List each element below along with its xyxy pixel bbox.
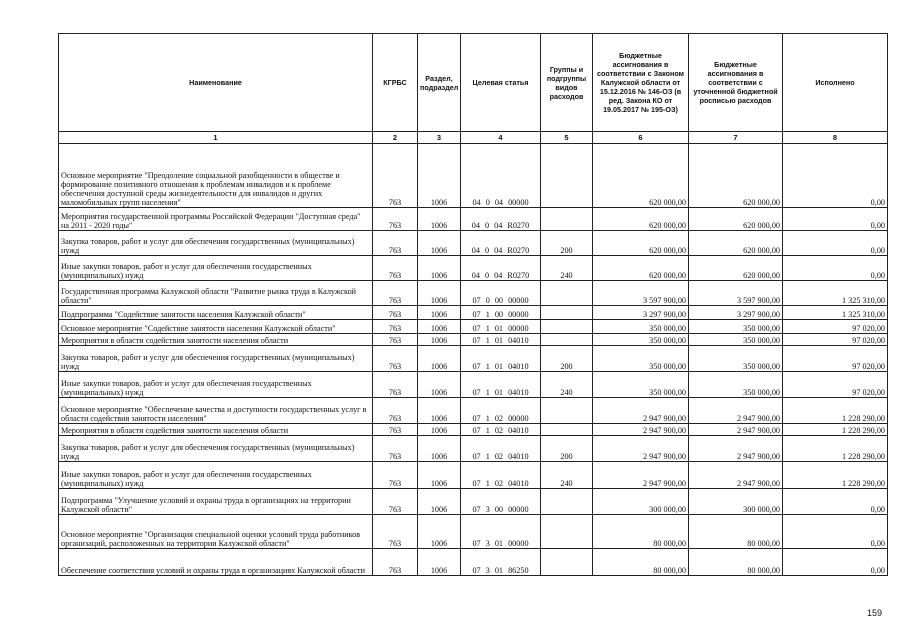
row-budget-law: 350 000,00 <box>593 346 689 372</box>
row-name: Подпрограмма "Содействие занятости населения Калужской области" <box>59 306 373 320</box>
row-budget-refined: 620 000,00 <box>689 256 783 281</box>
row-executed: 0,00 <box>783 256 888 281</box>
row-expense-group <box>541 398 593 424</box>
row-name: Иные закупки товаров, работ и услуг для обеспечения государственных (муниципальных) нужд <box>59 462 373 489</box>
table-row <box>59 372 888 398</box>
row-section: 1006 <box>418 424 461 436</box>
table-row <box>59 436 888 462</box>
table-row <box>59 281 888 306</box>
row-target-article: 07 1 02 00000 <box>461 398 541 424</box>
row-executed: 1 228 290,00 <box>783 398 888 424</box>
row-budget-refined: 300 000,00 <box>689 489 783 515</box>
row-budget-refined: 350 000,00 <box>689 334 783 346</box>
header-target-article: Целевая статья <box>461 34 541 132</box>
budget-table <box>58 33 888 576</box>
table-row <box>59 231 888 256</box>
row-budget-law: 350 000,00 <box>593 334 689 346</box>
row-executed: 1 325 310,00 <box>783 281 888 306</box>
row-budget-refined: 2 947 900,00 <box>689 398 783 424</box>
row-name: Обеспечение соответствия условий и охраны труда в организациях Калужской области <box>59 549 373 576</box>
column-number-row <box>59 132 888 144</box>
row-section: 1006 <box>418 346 461 372</box>
row-budget-refined: 2 947 900,00 <box>689 436 783 462</box>
table-row <box>59 424 888 436</box>
row-budget-law: 620 000,00 <box>593 231 689 256</box>
row-kgrbs: 763 <box>373 281 418 306</box>
row-kgrbs: 763 <box>373 372 418 398</box>
table-row <box>59 549 888 576</box>
row-target-article: 04 0 04 R0270 <box>461 231 541 256</box>
row-executed: 1 228 290,00 <box>783 436 888 462</box>
row-name: Основное мероприятие "Обеспечение качества и доступности государственных услуг в области содействия занятости населения" <box>59 398 373 424</box>
row-expense-group <box>541 515 593 549</box>
table-row <box>59 346 888 372</box>
row-budget-refined: 350 000,00 <box>689 346 783 372</box>
row-budget-law: 620 000,00 <box>593 144 689 208</box>
row-kgrbs: 763 <box>373 320 418 334</box>
row-executed: 1 228 290,00 <box>783 424 888 436</box>
row-expense-group: 200 <box>541 346 593 372</box>
row-section: 1006 <box>418 256 461 281</box>
row-executed: 1 325 310,00 <box>783 306 888 320</box>
row-executed: 97 020,00 <box>783 346 888 372</box>
table-row <box>59 256 888 281</box>
row-expense-group <box>541 306 593 320</box>
row-section: 1006 <box>418 398 461 424</box>
row-target-article: 07 1 02 04010 <box>461 424 541 436</box>
header-budget-law: Бюджетные ассигнования в соответствии с Законом Калужской области от 15.12.2016 № 146-ОЗ (в ред. Закона КО от 19.05.2017 № 195-ОЗ) <box>593 34 689 132</box>
row-name: Закупка товаров, работ и услуг для обеспечения государственных (муниципальных) нужд <box>59 436 373 462</box>
table-row <box>59 144 888 208</box>
column-number: 5 <box>541 132 593 144</box>
header-executed: Исполнено <box>783 34 888 132</box>
row-expense-group <box>541 424 593 436</box>
row-target-article: 07 1 02 04010 <box>461 462 541 489</box>
row-expense-group <box>541 208 593 231</box>
column-number: 6 <box>593 132 689 144</box>
row-kgrbs: 763 <box>373 462 418 489</box>
row-target-article: 04 0 04 00000 <box>461 144 541 208</box>
row-budget-refined: 620 000,00 <box>689 208 783 231</box>
row-target-article: 07 1 01 00000 <box>461 320 541 334</box>
row-budget-refined: 2 947 900,00 <box>689 462 783 489</box>
row-kgrbs: 763 <box>373 436 418 462</box>
row-kgrbs: 763 <box>373 489 418 515</box>
row-kgrbs: 763 <box>373 208 418 231</box>
row-target-article: 07 1 01 04010 <box>461 346 541 372</box>
page-number: 159 <box>867 608 883 618</box>
row-target-article: 07 1 01 04010 <box>461 372 541 398</box>
row-section: 1006 <box>418 489 461 515</box>
row-expense-group <box>541 281 593 306</box>
row-executed: 97 020,00 <box>783 334 888 346</box>
header-expense-group: Группы и подгруппы видов расходов <box>541 34 593 132</box>
row-kgrbs: 763 <box>373 231 418 256</box>
row-executed: 0,00 <box>783 144 888 208</box>
row-budget-law: 2 947 900,00 <box>593 462 689 489</box>
row-name: Иные закупки товаров, работ и услуг для обеспечения государственных (муниципальных) нужд <box>59 256 373 281</box>
row-name: Подпрограмма "Улучшение условий и охраны труда в организациях на территории Калужской области" <box>59 489 373 515</box>
table-row <box>59 515 888 549</box>
row-section: 1006 <box>418 306 461 320</box>
row-executed: 97 020,00 <box>783 320 888 334</box>
row-budget-refined: 350 000,00 <box>689 372 783 398</box>
row-executed: 0,00 <box>783 231 888 256</box>
row-section: 1006 <box>418 334 461 346</box>
row-kgrbs: 763 <box>373 306 418 320</box>
row-budget-law: 2 947 900,00 <box>593 398 689 424</box>
table-row <box>59 334 888 346</box>
row-budget-law: 620 000,00 <box>593 208 689 231</box>
row-expense-group: 240 <box>541 372 593 398</box>
header-budget-refined: Бюджетные ассигнования в соответствии с уточненной бюджетной росписью расходов <box>689 34 783 132</box>
row-budget-law: 350 000,00 <box>593 320 689 334</box>
table-body <box>59 144 888 576</box>
row-executed: 0,00 <box>783 549 888 576</box>
row-budget-law: 350 000,00 <box>593 372 689 398</box>
row-section: 1006 <box>418 208 461 231</box>
row-budget-law: 2 947 900,00 <box>593 424 689 436</box>
row-section: 1006 <box>418 281 461 306</box>
row-target-article: 07 1 02 04010 <box>461 436 541 462</box>
row-budget-law: 3 297 900,00 <box>593 306 689 320</box>
row-budget-law: 3 597 900,00 <box>593 281 689 306</box>
row-section: 1006 <box>418 462 461 489</box>
row-executed: 0,00 <box>783 515 888 549</box>
row-name: Основное мероприятие "Преодоление социальной разобщенности в обществе и формирование позитивного отношения к проблемам инвалидов и к проблеме обеспечения доступной среды жизнедеятельности для инвалидов и других маломобильных групп населения" <box>59 144 373 208</box>
row-budget-refined: 3 597 900,00 <box>689 281 783 306</box>
row-expense-group: 240 <box>541 256 593 281</box>
row-section: 1006 <box>418 549 461 576</box>
row-budget-refined: 620 000,00 <box>689 231 783 256</box>
row-executed: 0,00 <box>783 208 888 231</box>
row-expense-group <box>541 320 593 334</box>
table-row <box>59 398 888 424</box>
row-name: Основное мероприятие "Организация специальной оценки условий труда работников организаций, расположенных на территории Калужской области" <box>59 515 373 549</box>
row-kgrbs: 763 <box>373 549 418 576</box>
row-kgrbs: 763 <box>373 424 418 436</box>
table-header-row <box>59 34 888 132</box>
row-budget-law: 620 000,00 <box>593 256 689 281</box>
header-kgrbs: КГРБС <box>373 34 418 132</box>
row-budget-law: 80 000,00 <box>593 515 689 549</box>
row-expense-group: 200 <box>541 231 593 256</box>
row-budget-refined: 2 947 900,00 <box>689 424 783 436</box>
row-name: Мероприятия в области содействия занятости населения области <box>59 424 373 436</box>
table-row <box>59 320 888 334</box>
row-kgrbs: 763 <box>373 346 418 372</box>
row-executed: 97 020,00 <box>783 372 888 398</box>
row-name: Мероприятия государственной программы Российской Федерации "Доступная среда" на 2011 - 2020 годы" <box>59 208 373 231</box>
row-budget-refined: 80 000,00 <box>689 549 783 576</box>
row-target-article: 04 0 04 R0270 <box>461 208 541 231</box>
row-name: Закупка товаров, работ и услуг для обеспечения государственных (муниципальных) нужд <box>59 346 373 372</box>
row-kgrbs: 763 <box>373 144 418 208</box>
row-budget-refined: 80 000,00 <box>689 515 783 549</box>
row-expense-group <box>541 549 593 576</box>
row-target-article: 07 1 00 00000 <box>461 306 541 320</box>
row-budget-law: 2 947 900,00 <box>593 436 689 462</box>
row-expense-group: 200 <box>541 436 593 462</box>
row-executed: 1 228 290,00 <box>783 462 888 489</box>
row-kgrbs: 763 <box>373 398 418 424</box>
row-budget-refined: 350 000,00 <box>689 320 783 334</box>
row-budget-law: 300 000,00 <box>593 489 689 515</box>
row-name: Основное мероприятие "Содействие занятости населения Калужской области" <box>59 320 373 334</box>
row-name: Иные закупки товаров, работ и услуг для обеспечения государственных (муниципальных) нужд <box>59 372 373 398</box>
row-kgrbs: 763 <box>373 256 418 281</box>
row-expense-group <box>541 334 593 346</box>
row-expense-group <box>541 144 593 208</box>
row-section: 1006 <box>418 372 461 398</box>
header-name: Наименование <box>59 34 373 132</box>
row-section: 1006 <box>418 436 461 462</box>
row-budget-refined: 620 000,00 <box>689 144 783 208</box>
column-number: 2 <box>373 132 418 144</box>
row-kgrbs: 763 <box>373 515 418 549</box>
row-target-article: 07 3 01 86250 <box>461 549 541 576</box>
row-target-article: 07 1 01 04010 <box>461 334 541 346</box>
row-target-article: 07 0 00 00000 <box>461 281 541 306</box>
column-number: 7 <box>689 132 783 144</box>
row-kgrbs: 763 <box>373 334 418 346</box>
row-section: 1006 <box>418 144 461 208</box>
column-number: 4 <box>461 132 541 144</box>
table-row <box>59 489 888 515</box>
table-row <box>59 208 888 231</box>
row-name: Закупка товаров, работ и услуг для обеспечения государственных (муниципальных) нужд <box>59 231 373 256</box>
row-target-article: 04 0 04 R0270 <box>461 256 541 281</box>
column-number: 3 <box>418 132 461 144</box>
row-section: 1006 <box>418 515 461 549</box>
row-budget-law: 80 000,00 <box>593 549 689 576</box>
row-expense-group: 240 <box>541 462 593 489</box>
column-number: 1 <box>59 132 373 144</box>
column-number: 8 <box>783 132 888 144</box>
row-executed: 0,00 <box>783 489 888 515</box>
table-row <box>59 462 888 489</box>
row-name: Государственная программа Калужской области "Развитие рынка труда в Калужской области" <box>59 281 373 306</box>
row-target-article: 07 3 00 00000 <box>461 489 541 515</box>
row-target-article: 07 3 01 00000 <box>461 515 541 549</box>
row-name: Мероприятия в области содействия занятости населения области <box>59 334 373 346</box>
row-budget-refined: 3 297 900,00 <box>689 306 783 320</box>
table-row <box>59 306 888 320</box>
row-section: 1006 <box>418 231 461 256</box>
row-section: 1006 <box>418 320 461 334</box>
row-expense-group <box>541 489 593 515</box>
header-section: Раздел, подраздел <box>418 34 461 132</box>
